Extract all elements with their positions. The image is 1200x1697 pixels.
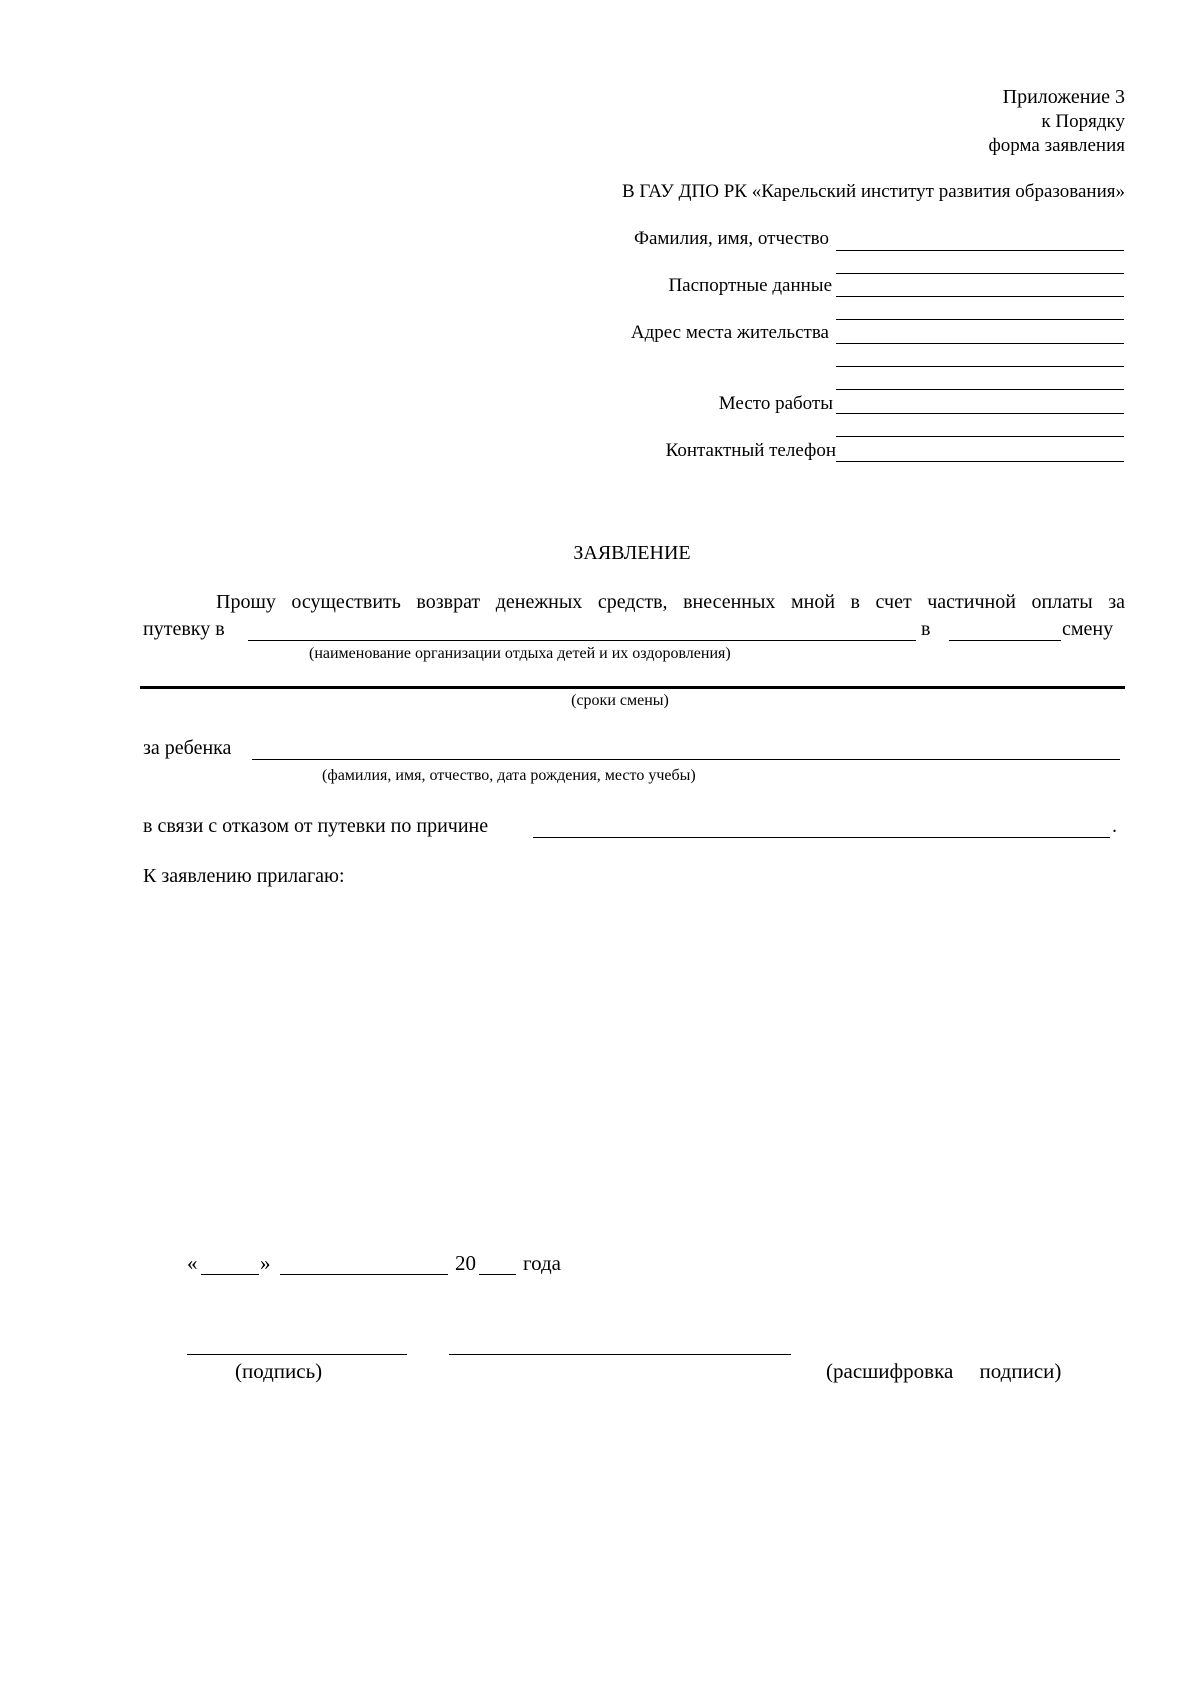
shift-terms-line[interactable]	[140, 686, 1125, 689]
reason-label: в связи с отказом от путевки по причине	[143, 815, 489, 837]
address-line-2[interactable]	[836, 366, 1124, 367]
passport-line-2[interactable]	[836, 319, 1124, 320]
workplace-line-1[interactable]	[836, 413, 1124, 414]
date-close-quote: »	[260, 1251, 271, 1275]
document-title: ЗАЯВЛЕНИЕ	[573, 542, 691, 564]
shift-label: смену	[1062, 618, 1114, 640]
organization-name-line[interactable]	[248, 640, 916, 641]
signature-decode-line[interactable]	[449, 1354, 791, 1355]
passport-line-1[interactable]	[836, 296, 1124, 297]
phone-label: Контактный телефон	[665, 440, 836, 461]
voucher-in-label: путевку в	[143, 618, 225, 640]
signature-decode-caption: (расшифровка подписи)	[826, 1359, 1062, 1383]
shift-number-line[interactable]	[949, 640, 1061, 641]
address-line-1[interactable]	[836, 343, 1124, 344]
addressee: В ГАУ ДПО РК «Карельский институт развития образования»	[621, 181, 1125, 202]
date-day-line[interactable]	[201, 1274, 259, 1275]
reason-line[interactable]	[533, 837, 1110, 838]
date-year-prefix: 20	[455, 1251, 476, 1275]
full-name-label: Фамилия, имя, отчество	[633, 228, 829, 249]
passport-label: Паспортные данные	[668, 275, 832, 296]
phone-line[interactable]	[836, 461, 1124, 462]
attachments-label: К заявлению прилагаю:	[143, 865, 345, 887]
address-label: Адрес места жительства	[630, 322, 829, 343]
workplace-label: Место работы	[718, 393, 833, 414]
date-year-line[interactable]	[479, 1274, 516, 1275]
date-year-word: года	[523, 1251, 561, 1275]
for-child-label: за ребенка	[143, 737, 232, 759]
signature-line[interactable]	[187, 1354, 407, 1355]
full-name-line-2[interactable]	[836, 273, 1124, 274]
request-first-line: Прошу осуществить возврат денежных средств, внесенных мной в счет частичной оплаты за	[216, 591, 1125, 613]
shift-terms-caption: (сроки смены)	[571, 692, 669, 709]
address-line-3[interactable]	[836, 389, 1124, 390]
signature-caption: (подпись)	[235, 1359, 323, 1383]
appendix-label: Приложение 3	[1002, 86, 1125, 108]
child-details-line[interactable]	[252, 759, 1120, 760]
workplace-line-2[interactable]	[836, 436, 1124, 437]
date-open-quote: «	[187, 1251, 198, 1275]
reason-period: .	[1112, 815, 1117, 837]
full-name-line-1[interactable]	[836, 250, 1124, 251]
date-month-line[interactable]	[280, 1274, 448, 1275]
organization-caption: (наименование организации отдыха детей и их оздоровления)	[309, 645, 731, 662]
form-name: форма заявления	[988, 135, 1125, 156]
in-label: в	[921, 618, 931, 640]
child-details-caption: (фамилия, имя, отчество, дата рождения, место учебы)	[322, 767, 696, 784]
order-reference: к Порядку	[1041, 111, 1125, 132]
